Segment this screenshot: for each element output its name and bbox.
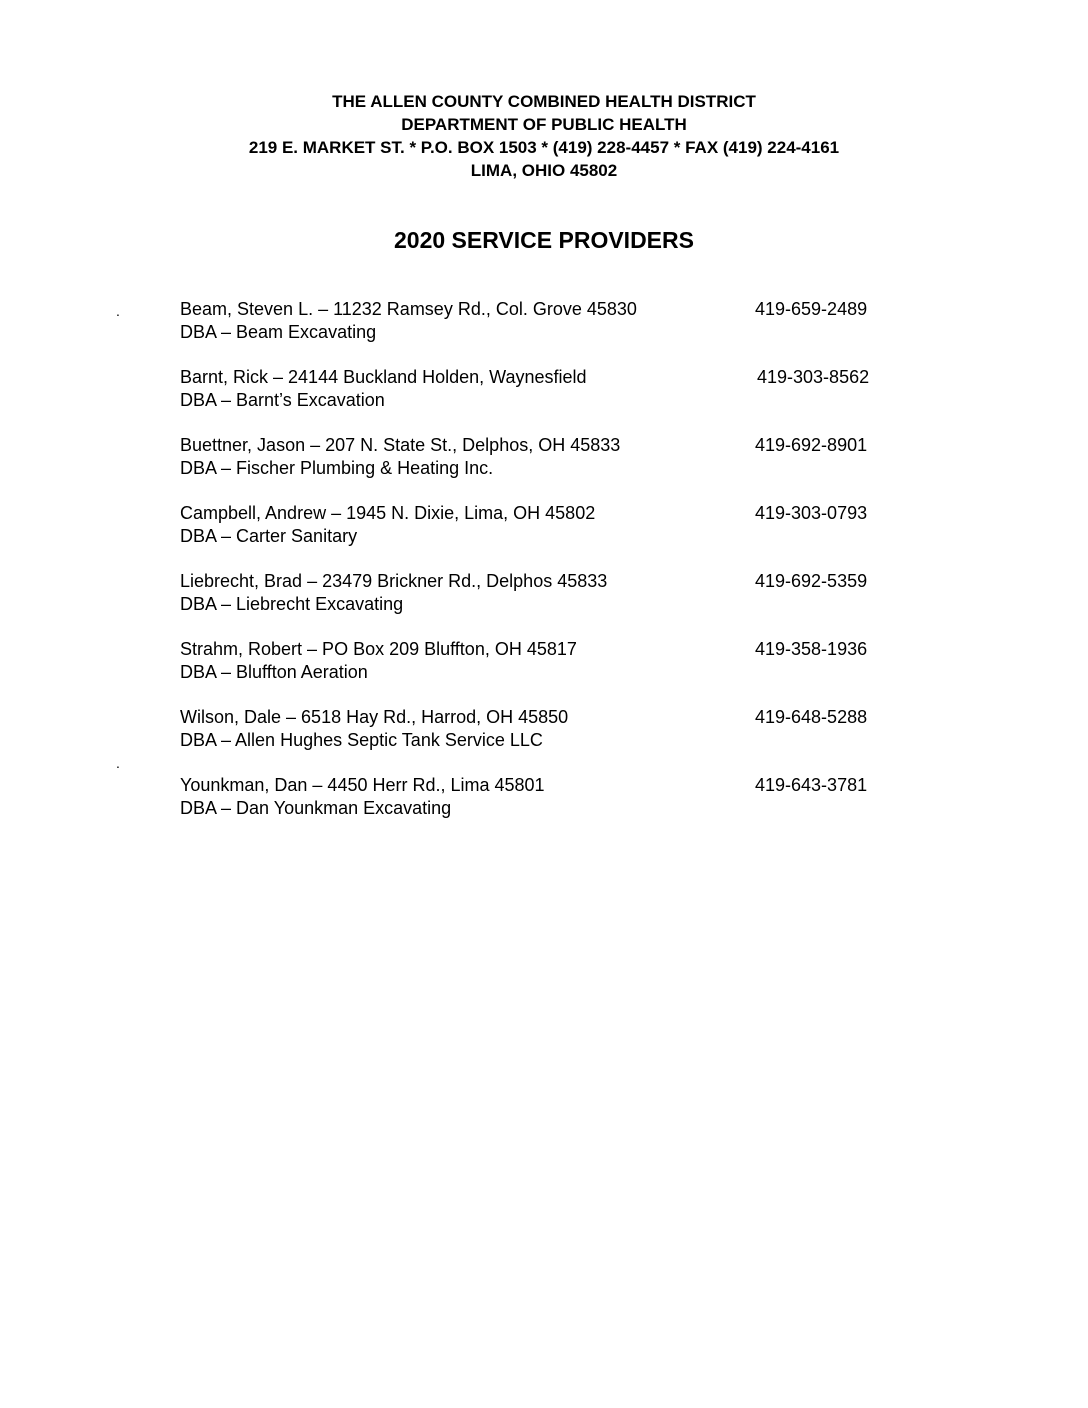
provider-entry — [0, 366, 1088, 434]
provider-entry — [0, 298, 1088, 366]
provider-name-address: Beam, Steven L. – 11232 Ramsey Rd., Col. Grove 45830 — [180, 299, 637, 319]
stray-dot-mark: . — [116, 303, 120, 319]
provider-dba: DBA – Beam Excavating — [180, 322, 377, 342]
provider-dba: DBA – Allen Hughes Septic Tank Service LLC — [180, 730, 543, 750]
address-contact: 219 E. MARKET ST. * P.O. BOX 1503 * (419) 228-4457 * FAX (419) 224-4161 — [248, 138, 840, 157]
provider-dba: DBA – Barnt’s Excavation — [180, 390, 385, 410]
provider-entry — [0, 774, 1088, 842]
provider-list — [0, 298, 1088, 842]
org-name: THE ALLEN COUNTY COMBINED HEALTH DISTRICT — [332, 92, 756, 111]
provider-dba: DBA – Liebrecht Excavating — [180, 594, 404, 614]
provider-phone: 419-692-5359 — [755, 571, 868, 591]
provider-phone: 419-643-3781 — [755, 775, 868, 795]
provider-name-address: Strahm, Robert – PO Box 209 Bluffton, OH 45817 — [180, 639, 577, 659]
provider-name-address: Wilson, Dale – 6518 Hay Rd., Harrod, OH 45850 — [180, 707, 569, 727]
document-title: 2020 SERVICE PROVIDERS — [394, 227, 694, 253]
letterhead — [0, 90, 1088, 182]
provider-dba: DBA – Bluffton Aeration — [180, 662, 368, 682]
provider-entry — [0, 570, 1088, 638]
provider-name-address: Campbell, Andrew – 1945 N. Dixie, Lima, OH 45802 — [180, 503, 596, 523]
stray-dot-mark: . — [116, 755, 120, 771]
provider-name-address: Liebrecht, Brad – 23479 Brickner Rd., Delphos 45833 — [180, 571, 608, 591]
provider-dba: DBA – Dan Younkman Excavating — [180, 798, 452, 818]
provider-entry — [0, 706, 1088, 774]
provider-dba: DBA – Fischer Plumbing & Heating Inc. — [180, 458, 494, 478]
provider-phone: 419-659-2489 — [755, 299, 868, 319]
provider-entry — [0, 638, 1088, 706]
city-state-zip: LIMA, OHIO 45802 — [470, 161, 618, 180]
provider-name-address: Younkman, Dan – 4450 Herr Rd., Lima 45801 — [180, 775, 545, 795]
provider-dba: DBA – Carter Sanitary — [180, 526, 358, 546]
department-name: DEPARTMENT OF PUBLIC HEALTH — [401, 115, 687, 134]
provider-phone: 419-692-8901 — [755, 435, 868, 455]
provider-entry — [0, 434, 1088, 502]
provider-phone: 419-358-1936 — [755, 639, 868, 659]
provider-phone: 419-648-5288 — [755, 707, 868, 727]
provider-name-address: Barnt, Rick – 24144 Buckland Holden, Waynesfield — [180, 367, 587, 387]
provider-phone: 419-303-8562 — [757, 367, 870, 387]
provider-phone: 419-303-0793 — [755, 503, 868, 523]
provider-entry — [0, 502, 1088, 570]
provider-name-address: Buettner, Jason – 207 N. State St., Delphos, OH 45833 — [180, 435, 621, 455]
